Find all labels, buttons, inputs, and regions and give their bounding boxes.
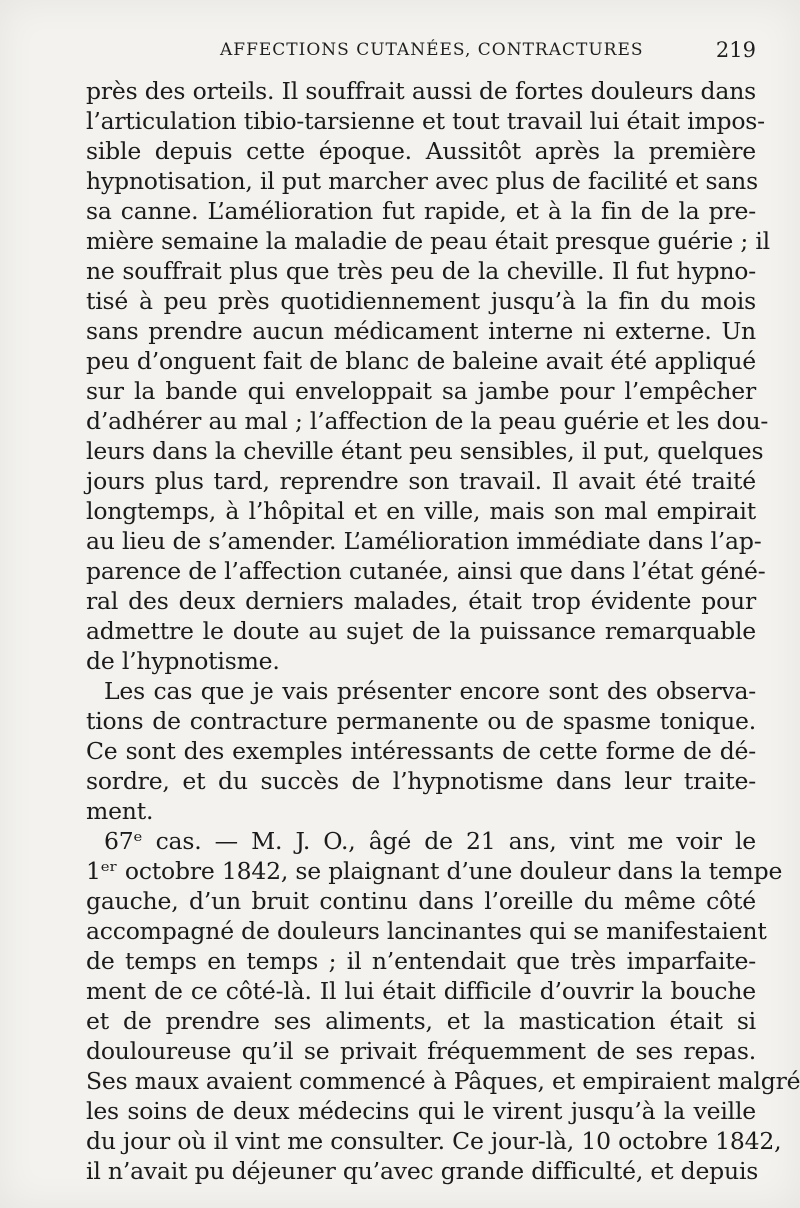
text-line: sur la bande qui enveloppait sa jambe pour l’empêcher bbox=[86, 377, 756, 405]
text-line: près des orteils. Il souffrait aussi de fortes douleurs dans bbox=[86, 77, 756, 105]
text-line: de l’hypnotisme. bbox=[86, 647, 280, 675]
text-line: sa canne. L’amélioration fut rapide, et à la fin de la pre- bbox=[86, 197, 756, 225]
text-line: sordre, et du succès de l’hypnotisme dans leur traite- bbox=[86, 767, 756, 795]
text-line: sible depuis cette époque. Aussitôt après la première bbox=[86, 137, 756, 165]
text-line: d’adhérer au mal ; l’affection de la peau guérie et les dou- bbox=[86, 407, 769, 435]
text-line: sans prendre aucun médicament interne ni externe. Un bbox=[86, 317, 756, 345]
text-line: ment. bbox=[86, 797, 154, 825]
text-line: ment de ce côté-là. Il lui était difficile d’ouvrir la bouche bbox=[86, 977, 756, 1005]
text-line: tisé à peu près quotidiennement jusqu’à la fin du mois bbox=[86, 287, 756, 315]
page-number: 219 bbox=[715, 38, 756, 62]
text-line: admettre le doute au sujet de la puissance remarquable bbox=[86, 617, 756, 645]
text-line: il n’avait pu déjeuner qu’avec grande difficulté, et depuis bbox=[86, 1157, 759, 1185]
page-header bbox=[86, 38, 756, 68]
text-line: jours plus tard, reprendre son travail. Il avait été traité bbox=[86, 467, 756, 495]
text-line: mière semaine la maladie de peau était presque guérie ; il bbox=[86, 227, 770, 255]
case-heading-line: 67ᵉ cas. — M. J. O., âgé de 21 ans, vint me voir le bbox=[104, 827, 756, 855]
text-line: parence de l’affection cutanée, ainsi que dans l’état géné- bbox=[86, 557, 766, 585]
text-line: gauche, d’un bruit continu dans l’oreille du même côté bbox=[86, 887, 756, 915]
text-line: hypnotisation, il put marcher avec plus de facilité et sans bbox=[86, 167, 758, 195]
text-line: et de prendre ses aliments, et la mastication était si bbox=[86, 1007, 756, 1035]
text-line: peu d’onguent fait de blanc de baleine avait été appliqué bbox=[86, 347, 756, 375]
text-line: de temps en temps ; il n’entendait que très imparfaite- bbox=[86, 947, 756, 975]
text-line: l’articulation tibio-tarsienne et tout travail lui était impos- bbox=[86, 107, 765, 135]
text-line: leurs dans la cheville étant peu sensibles, il put, quelques bbox=[86, 437, 764, 465]
text-line: du jour où il vint me consulter. Ce jour-là, 10 octobre 1842, bbox=[86, 1127, 782, 1155]
running-title: AFFECTIONS CUTANÉES, CONTRACTURES bbox=[220, 40, 644, 60]
paragraph-start-line: Les cas que je vais présenter encore sont des observa- bbox=[104, 677, 756, 705]
text-line: tions de contracture permanente ou de spasme tonique. bbox=[86, 707, 756, 735]
text-line: ral des deux derniers malades, était trop évidente pour bbox=[86, 587, 756, 615]
text-line: accompagné de douleurs lancinantes qui se manifestaient bbox=[86, 917, 767, 945]
text-line: longtemps, à l’hôpital et en ville, mais son mal empirait bbox=[86, 497, 756, 525]
text-line: Ses maux avaient commencé à Pâques, et empiraient malgré bbox=[86, 1067, 800, 1095]
text-line: douloureuse qu’il se privait fréquemment de ses repas. bbox=[86, 1037, 756, 1065]
text-line: au lieu de s’amender. L’amélioration immédiate dans l’ap- bbox=[86, 527, 762, 555]
text-line: 1ᵉʳ octobre 1842, se plaignant d’une douleur dans la tempe bbox=[86, 857, 783, 885]
body-text bbox=[86, 76, 800, 1186]
text-line: ne souffrait plus que très peu de la cheville. Il fut hypno- bbox=[86, 257, 756, 285]
text-line: Ce sont des exemples intéressants de cette forme de dé- bbox=[86, 737, 756, 765]
text-line: les soins de deux médecins qui le virent jusqu’à la veille bbox=[86, 1097, 756, 1125]
